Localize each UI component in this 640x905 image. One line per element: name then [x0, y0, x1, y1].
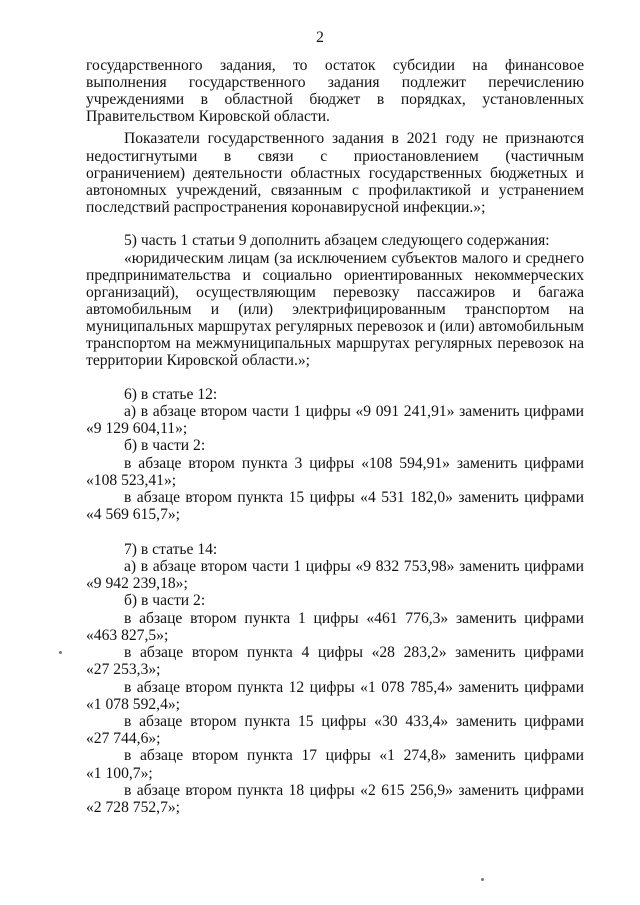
text-line: б) в части 2: [124, 592, 206, 609]
text-line: последствий распространения коронавирусной инфекции.»; [86, 199, 486, 216]
text-line: в абзаце втором пункта 4 цифры «28 283,2» заменить цифрами [124, 645, 584, 661]
text-line: в абзаце втором пункта 17 цифры «1 274,8» заменить цифрами [124, 748, 584, 764]
text-line: «1 078 592,4»; [86, 696, 180, 713]
text-line: в абзаце втором пункта 1 цифры «461 776,3» заменить цифрами [124, 611, 584, 627]
text-line: «463 827,5»; [86, 627, 169, 644]
text-line: а) в абзаце втором части 1 цифры «9 832 753,98» заменить цифрами [124, 559, 584, 575]
text-line: в абзаце втором пункта 12 цифры «1 078 785,4» заменить цифрами [124, 680, 584, 696]
text-line: «9 942 239,18»; [86, 575, 188, 592]
text-line: «27 744,6»; [86, 730, 161, 747]
text-line: 5) часть 1 статьи 9 дополнить абзацем следующего содержания: [124, 232, 550, 249]
text-line: автономных учреждений, связанным с профилактикой и устранением [86, 183, 584, 199]
text-line: транспортом на межмуниципальных маршрутах регулярных перевозок на [86, 336, 584, 352]
text-line: муниципальных маршрутах регулярных перевозок и (или) автомобильным [86, 319, 584, 335]
text-line: недостигнутыми в связи с приостановлением (частичным [86, 149, 584, 165]
text-line: государственного задания, то остаток субсидии на финансовое [86, 58, 584, 74]
text-line: территории Кировской области.»; [86, 352, 310, 369]
text-line: «1 100,7»; [86, 765, 153, 782]
text-line: «108 523,41»; [86, 472, 177, 489]
scan-speck [59, 651, 62, 654]
text-line: «2 728 752,7»; [86, 799, 180, 816]
text-line: автомобильным и (или) электрифицированным транспортом на [86, 302, 584, 318]
scan-speck [481, 878, 484, 881]
text-line: в абзаце втором пункта 15 цифры «4 531 182,0» заменить цифрами [124, 490, 584, 506]
text-line: в абзаце втором пункта 3 цифры «108 594,91» заменить цифрами [124, 456, 584, 472]
text-line: «27 253,3»; [86, 661, 161, 678]
text-line: выполнения государственного задания подлежит перечислению [86, 75, 584, 91]
text-line: Правительством Кировской области. [86, 108, 330, 125]
text-line: в абзаце втором пункта 18 цифры «2 615 256,9» заменить цифрами [124, 783, 584, 799]
text-line: «4 569 615,7»; [86, 506, 180, 523]
text-line: 6) в статье 12: [124, 386, 218, 403]
text-line: Показатели государственного задания в 2021 году не признаются [124, 131, 584, 147]
text-line: а) в абзаце втором части 1 цифры «9 091 241,91» заменить цифрами [124, 404, 584, 420]
text-line: учреждениями в областной бюджет в порядках, установленных [86, 92, 584, 108]
text-line: б) в части 2: [124, 437, 206, 454]
text-line: в абзаце втором пункта 15 цифры «30 433,4» заменить цифрами [124, 714, 584, 730]
text-line: организаций), осуществляющим перевозку пассажиров и багажа [86, 285, 584, 301]
text-line: 7) в статье 14: [124, 541, 218, 558]
text-line: ограничением) деятельности областных государственных бюджетных и [86, 166, 584, 182]
text-line: предпринимательства и социально ориентированных некоммерческих [86, 268, 584, 284]
text-line: «юридическим лицам (за исключением субъектов малого и среднего [124, 251, 584, 267]
text-line: «9 129 604,11»; [86, 420, 188, 437]
page-number: 2 [316, 29, 324, 46]
